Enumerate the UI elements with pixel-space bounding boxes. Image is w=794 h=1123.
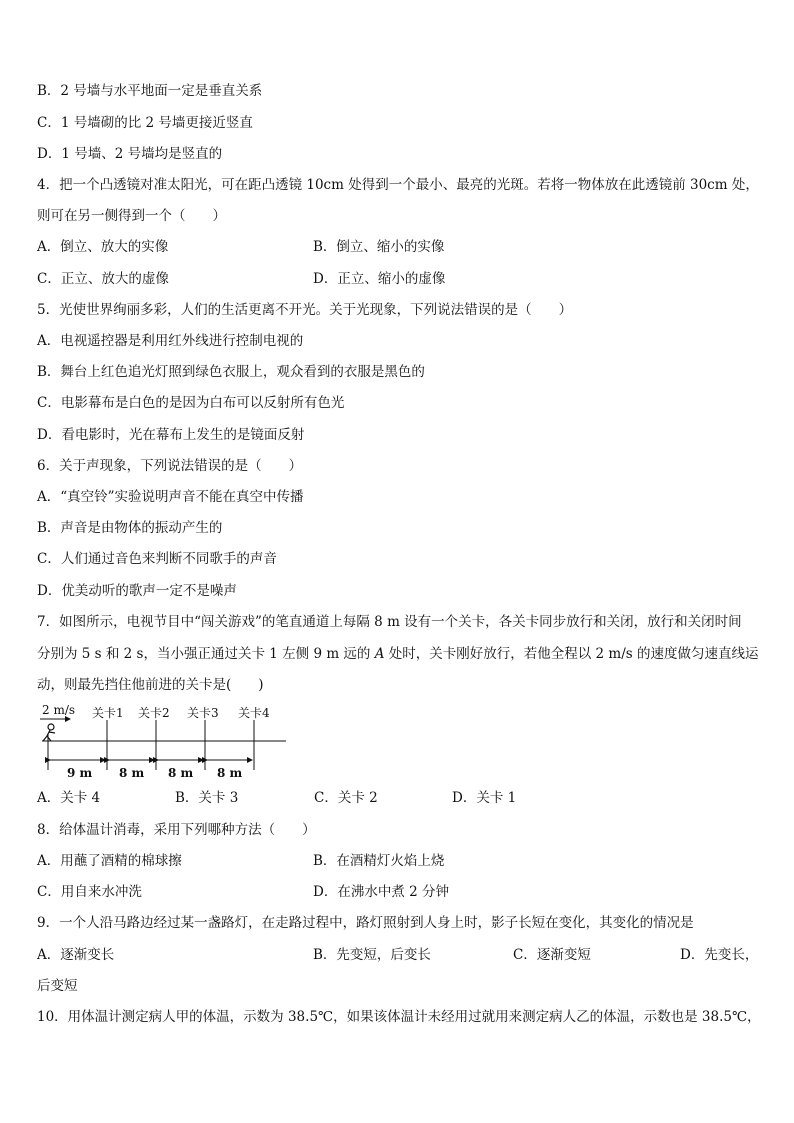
- gate-2-label: 关卡2: [138, 706, 170, 720]
- speed-label: 2 m/s: [42, 703, 76, 717]
- q7-option-c: C．关卡 2: [314, 790, 378, 806]
- q9-option-c: C．逐渐变短: [513, 947, 591, 963]
- q4-option-d: D．正立、缩小的虚像: [313, 271, 446, 287]
- q7-option-d: D．关卡 1: [452, 790, 517, 806]
- q7-stem-pre: 分别为 5 s 和 2 s，当小强正通过关卡 1 左侧 9 m 远的: [37, 646, 375, 662]
- q7-option-b: B．关卡 3: [175, 790, 239, 806]
- q8-option-c: C．用自来水冲洗: [37, 884, 142, 900]
- q9-option-d: D．先变长，: [680, 947, 759, 963]
- q4-stem: 4．把一个凸透镜对准太阳光，可在距凸透镜 10cm 处得到一个最小、最亮的光斑。若将一物体放在此透镜前 30cm 处，: [37, 177, 759, 193]
- gate-3-label: 关卡3: [187, 706, 219, 720]
- q8-option-a: A．用蘸了酒精的棉球擦: [37, 853, 182, 869]
- q3-option-c: C．1 号墙砌的比 2 号墙更接近竖直: [37, 115, 253, 131]
- distance-label-1: 9 m: [67, 766, 93, 780]
- q9-option-b: B．先变短，后变长: [313, 947, 431, 963]
- q8-stem: 8．给体温计消毒，采用下列哪种方法（ ）: [37, 822, 316, 838]
- gate-1-label: 关卡1: [92, 706, 124, 720]
- q5-option-c: C．电影幕布是白色的是因为白布可以反射所有色光: [37, 395, 345, 411]
- q4-option-a: A．倒立、放大的实像: [37, 239, 169, 255]
- q7-var-a: A: [374, 646, 385, 662]
- q5-stem: 5．光使世界绚丽多彩，人们的生活更离不开光。关于光现象，下列说法错误的是（ ）: [37, 302, 573, 318]
- q9-option-d-cont: 后变短: [37, 978, 78, 994]
- q4-stem-cont: 则可在另一侧得到一个（ ）: [37, 208, 226, 224]
- q7-stem: 7．如图所示，电视节目中“闯关游戏”的笔直通道上每隔 8 m 设有一个关卡，各关卡同步放行和关闭，放行和关闭时间: [37, 614, 742, 630]
- q6-option-c: C．人们通过音色来判断不同歌手的声音: [37, 551, 277, 567]
- q8-option-b: B．在酒精灯火焰上烧: [313, 853, 445, 869]
- gate-4-label: 关卡4: [238, 706, 270, 720]
- distance-label-2: 8 m: [119, 766, 145, 780]
- q3-option-b: B．2 号墙与水平地面一定是垂直关系: [37, 83, 263, 99]
- runner-icon: [43, 724, 55, 741]
- q8-option-d: D．在沸水中煮 2 分钟: [313, 884, 449, 900]
- q4-option-b: B．倒立、缩小的实像: [313, 239, 445, 255]
- q6-option-b: B．声音是由物体的振动产生的: [37, 520, 223, 536]
- distance-label-4: 8 m: [217, 766, 243, 780]
- q3-option-d: D．1 号墙、2 号墙均是竖直的: [37, 146, 223, 162]
- q7-stem-end: 动，则最先挡住他前进的关卡是( ): [37, 677, 264, 693]
- q6-stem: 6．关于声现象，下列说法错误的是（ ）: [37, 458, 303, 474]
- q5-option-d: D．看电影时，光在幕布上发生的是镜面反射: [37, 427, 305, 443]
- q10-stem: 10．用体温计测定病人甲的体温，示数为 38.5℃，如果该体温计未经用过就用来测定病人乙的体温，示数也是 38.5℃，: [37, 1009, 761, 1025]
- q7-option-a: A．关卡 4: [37, 790, 101, 806]
- q9-stem: 9．一个人沿马路边经过某一盏路灯，在走路过程中，路灯照射到人身上时，影子长短在变化，其变化的情况是: [37, 915, 694, 931]
- q9-option-a: A．逐渐变长: [37, 947, 115, 963]
- q5-option-a: A．电视遥控器是利用红外线进行控制电视的: [37, 333, 304, 349]
- distance-label-3: 8 m: [168, 766, 194, 780]
- q6-option-d: D．优美动听的歌声一定不是噪声: [37, 583, 237, 599]
- q7-stem-post: 处时，关卡刚好放行，若他全程以 2 m/s 的速度做匀速直线运: [384, 646, 759, 662]
- q7-figure: [34, 700, 294, 782]
- q7-stem-cont: [37, 645, 759, 663]
- q4-option-c: C．正立、放大的虚像: [37, 271, 169, 287]
- q6-option-a: A．“真空铃”实验说明声音不能在真空中传播: [37, 489, 304, 505]
- q5-option-b: B．舞台上红色追光灯照到绿色衣服上，观众看到的衣服是黑色的: [37, 364, 425, 380]
